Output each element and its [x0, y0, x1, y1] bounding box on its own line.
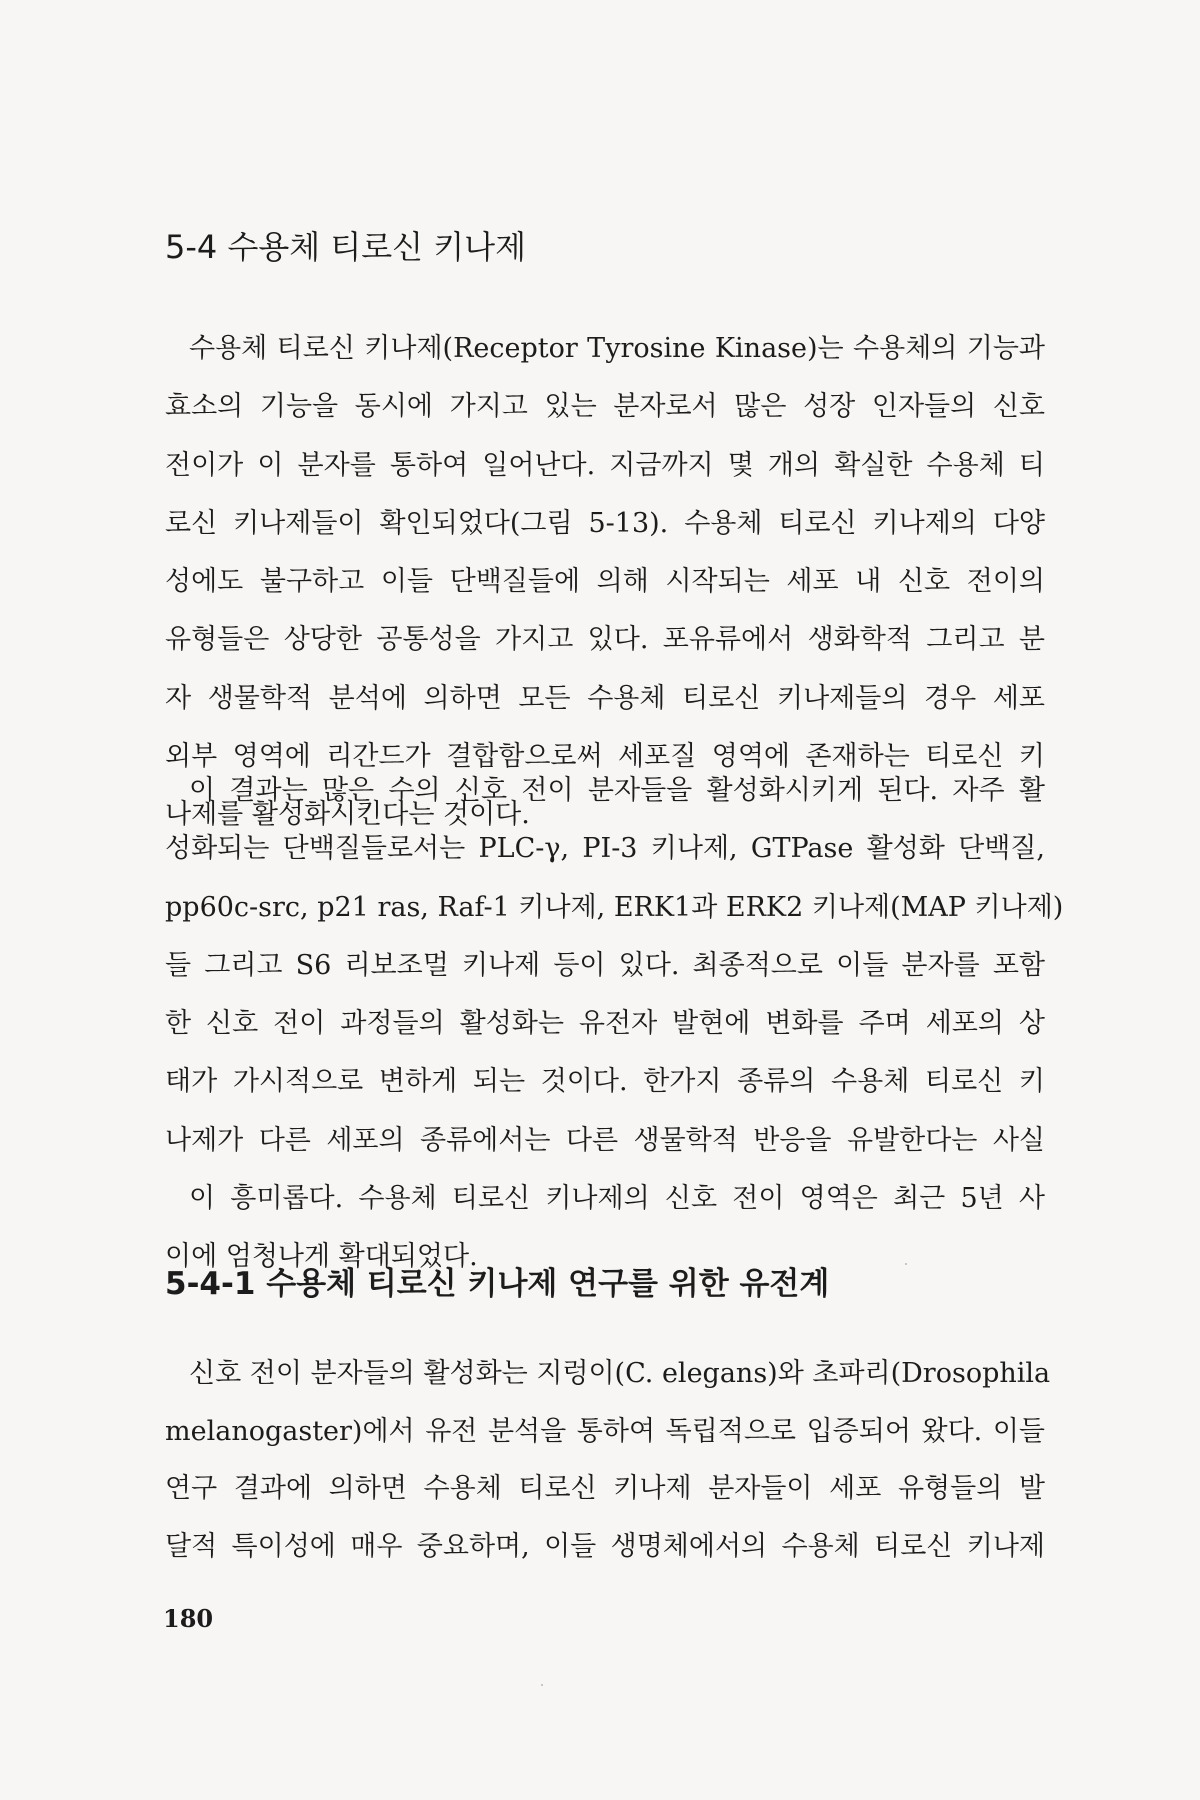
text-line: 효소의 기능을 동시에 가지고 있는 분자로서 많은 성장 인자들의 신호 — [165, 391, 1045, 423]
text-line: 한 신호 전이 과정들의 활성화는 유전자 발현에 변화를 주며 세포의 상 — [165, 1008, 1045, 1040]
text-line: 자 생물학적 분석에 의하면 모든 수용체 티로신 키나제들의 경우 세포 — [165, 682, 1045, 714]
section-heading: 5-4 수용체 티로신 키나제 — [165, 228, 526, 266]
text-line: 전이가 이 분자를 통하여 일어난다. 지금까지 몇 개의 확실한 수용체 티 — [165, 449, 1045, 481]
scan-speck — [905, 1263, 907, 1265]
scan-speck — [541, 1684, 543, 1686]
text-line: 나제를 활성화시킨다는 것이다. — [165, 799, 530, 831]
text-line: 성에도 불구하고 이들 단백질들에 의해 시작되는 세포 내 신호 전이의 — [165, 566, 1045, 598]
text-line: pp60c-src, p21 ras, Raf-1 키나제, ERK1과 ERK2 키나제(MAP 키나제) — [165, 891, 1064, 923]
page-number: 180 — [163, 1604, 214, 1633]
subsection-heading: 5-4-1 수용체 티로신 키나제 연구를 위한 유전계 — [165, 1266, 830, 1302]
text-line: 성화되는 단백질들로서는 PLC-γ, PI-3 키나제, GTPase 활성화 단백질, — [165, 833, 1045, 865]
text-line: 신호 전이 분자들의 활성화는 지렁이(C. elegans)와 초파리(Drosophila — [189, 1358, 1051, 1389]
paragraph-genetic-systems — [165, 1345, 1051, 1576]
text-line: 들 그리고 S6 리보조멀 키나제 등이 있다. 최종적으로 이들 분자를 포함 — [165, 949, 1045, 981]
text-line: melanogaster)에서 유전 분석을 통하여 독립적으로 입증되어 왔다. 이들 — [165, 1415, 1045, 1447]
text-line: 외부 영역에 리간드가 결합함으로써 세포질 영역에 존재하는 티로신 키 — [165, 741, 1045, 773]
text-line: 달적 특이성에 매우 중요하며, 이들 생명체에서의 수용체 티로신 키나제 — [165, 1531, 1045, 1563]
paragraph-signal-transduction-molecules — [165, 762, 1064, 1287]
text-line: 이 흥미롭다. 수용체 티로신 키나제의 신호 전이 영역은 최근 5년 사 — [189, 1183, 1045, 1215]
text-line: 태가 가시적으로 변하게 되는 것이다. 한가지 종류의 수용체 티로신 키 — [165, 1066, 1045, 1098]
text-line: 이 결과는 많은 수의 신호 전이 분자들을 활성화시키게 된다. 자주 활 — [189, 775, 1045, 806]
text-line: 이에 엄청나게 확대되었다. — [165, 1241, 478, 1273]
text-line: 수용체 티로신 키나제(Receptor Tyrosine Kinase)는 수용체의 기능과 — [189, 333, 1045, 364]
text-line: 로신 키나제들이 확인되었다(그림 5-13). 수용체 티로신 키나제의 다양 — [165, 507, 1045, 539]
text-line: 연구 결과에 의하면 수용체 티로신 키나제 분자들이 세포 유형들의 발 — [165, 1473, 1045, 1505]
text-line: 나제가 다른 세포의 종류에서는 다른 생물학적 반응을 유발한다는 사실 — [165, 1124, 1045, 1156]
text-line: 유형들은 상당한 공통성을 가지고 있다. 포유류에서 생화학적 그리고 분 — [165, 624, 1045, 656]
